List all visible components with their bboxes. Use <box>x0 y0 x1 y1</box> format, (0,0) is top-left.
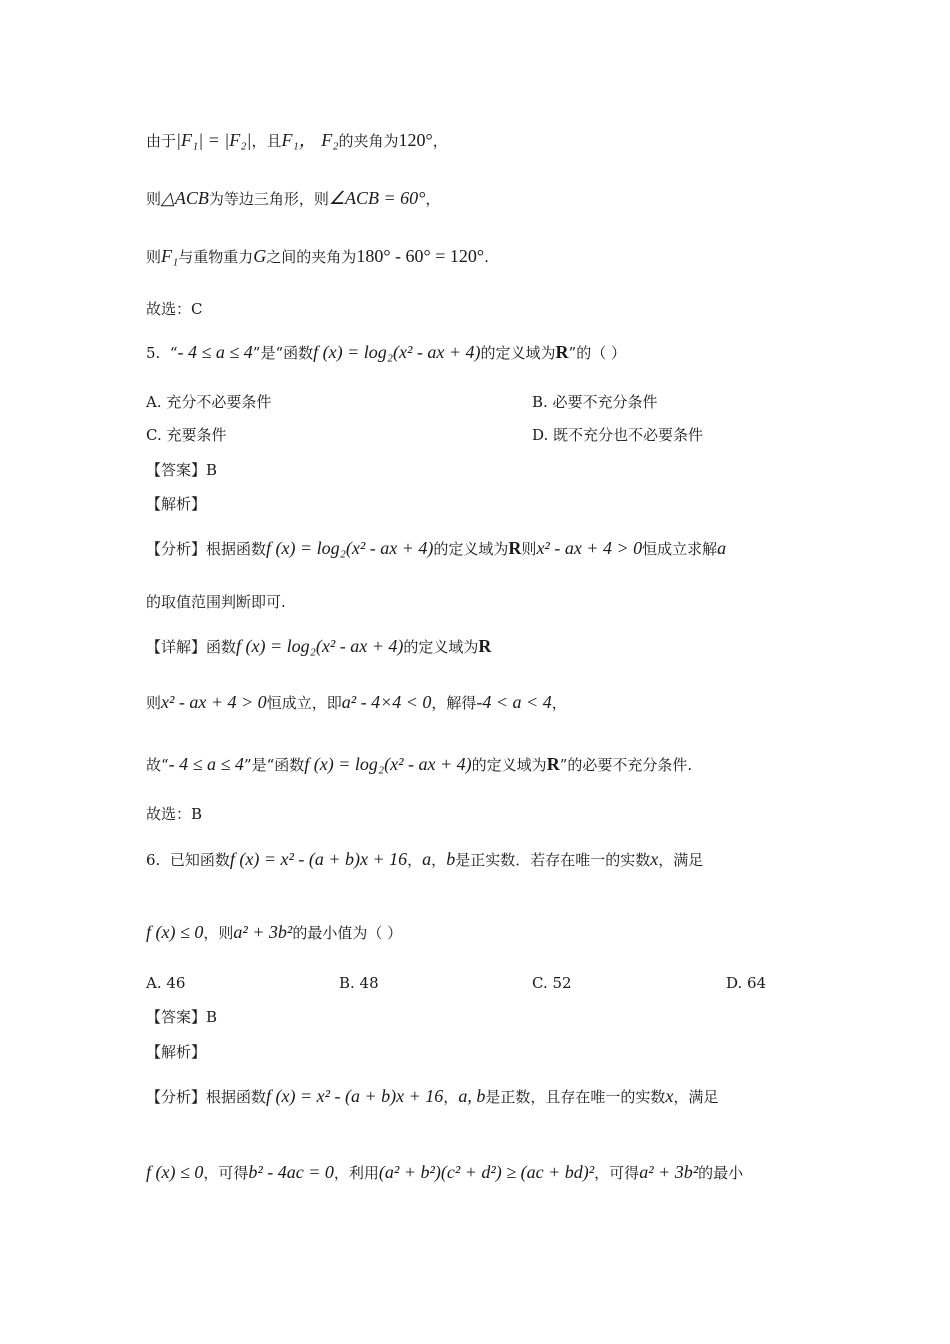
text-line: 则△ACB为等边三角形，则∠ACB = 60°， <box>146 188 441 208</box>
text-line: 则F₁与重物重力G之间的夹角为180° - 60° = 120°. <box>146 246 489 266</box>
answer-label: 【答案】B <box>146 461 218 479</box>
analysis-text: 【分析】根据函数f (x) = x² - (a + b)x + 16，a, b是正数，且存在唯一的实数x，满足 <box>146 1086 719 1106</box>
analysis-text: 【分析】根据函数f (x) = log₂(x² - ax + 4)的定义域为R则x² - ax + 4 > 0恒成立求解a <box>146 538 727 558</box>
analysis-text: 的取值范围判断即可. <box>146 593 286 611</box>
option-c: C. 充要条件 <box>146 426 227 444</box>
question-6: 6. 已知函数f (x) = x² - (a + b)x + 16，a，b是正实数．若存在唯一的实数x，满足 <box>146 849 704 869</box>
option-d: D. 64 <box>726 974 767 992</box>
text-line: 由于|F₁| = |F₂|，且F₁， F₂的夹角为120°， <box>146 130 448 150</box>
option-b: B. 48 <box>339 974 379 992</box>
option-a: A. 充分不必要条件 <box>146 393 272 411</box>
option-c: C. 52 <box>532 974 572 992</box>
detail-text: 【详解】函数f (x) = log₂(x² - ax + 4)的定义域为R <box>146 636 492 656</box>
analysis-label: 【解析】 <box>146 1043 207 1061</box>
answer-choice-line: 故选：B <box>146 805 203 823</box>
analysis-label: 【解析】 <box>146 495 207 513</box>
option-a: A. 46 <box>146 974 186 992</box>
question-6-cont: f (x) ≤ 0，则a² + 3b²的最小值为（ ） <box>146 922 403 942</box>
question-5: 5. “- 4 ≤ a ≤ 4”是“函数f (x) = log₂(x² - ax + 4)的定义域为R”的（ ） <box>146 342 626 362</box>
detail-text: 故“- 4 ≤ a ≤ 4”是“函数f (x) = log₂(x² - ax + 4)的定义域为R”的必要不充分条件. <box>146 754 693 774</box>
answer-choice-line: 故选：C <box>146 300 203 318</box>
option-d: D. 既不充分也不必要条件 <box>532 426 704 444</box>
analysis-text: f (x) ≤ 0，可得b² - 4ac = 0，利用(a² + b²)(c² + d²) ≥ (ac + bd)²，可得a² + 3b²的最小 <box>146 1162 744 1182</box>
answer-label: 【答案】B <box>146 1008 218 1026</box>
detail-text: 则x² - ax + 4 > 0恒成立，即a² - 4×4 < 0，解得-4 < a < 4， <box>146 692 567 712</box>
option-b: B. 必要不充分条件 <box>532 393 658 411</box>
